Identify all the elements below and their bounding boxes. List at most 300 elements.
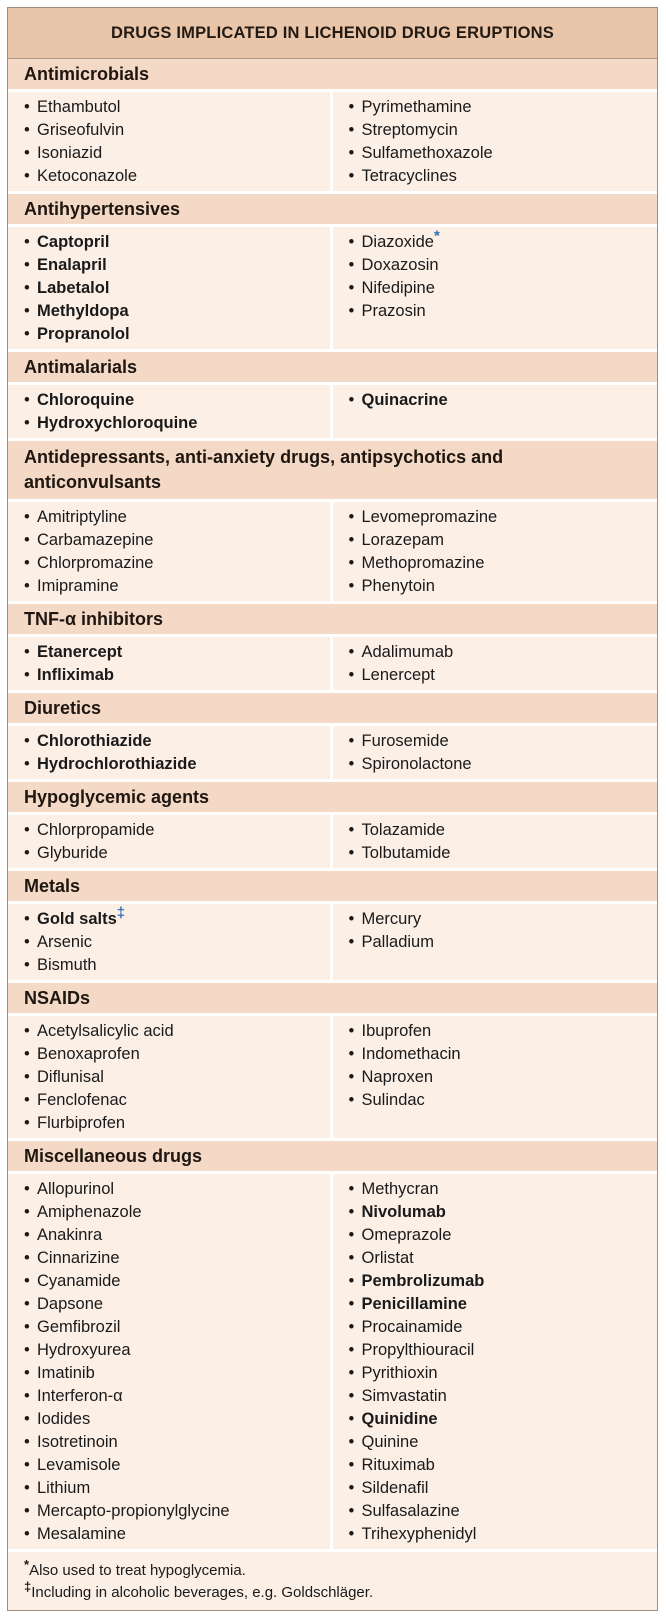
drug-item bbox=[24, 1247, 330, 1270]
drug-name: Sulindac bbox=[361, 1091, 425, 1109]
drug-item bbox=[24, 119, 330, 142]
left-column bbox=[8, 502, 333, 601]
drug-item bbox=[349, 819, 658, 842]
drug-item bbox=[24, 529, 330, 552]
drug-name: Levamisole bbox=[37, 1456, 121, 1474]
drug-item bbox=[349, 1270, 658, 1293]
drug-name: Nifedipine bbox=[361, 279, 435, 297]
table-title: DRUGS IMPLICATED IN LICHENOID DRUG ERUPTIONS bbox=[8, 8, 657, 59]
right-column bbox=[333, 502, 658, 601]
drug-item bbox=[349, 730, 658, 753]
bullet-icon: • bbox=[24, 577, 30, 595]
category-heading: NSAIDs bbox=[8, 980, 657, 1016]
bullet-icon: • bbox=[24, 98, 30, 116]
drug-name: Pyrimethamine bbox=[361, 98, 472, 116]
drug-name: Tolbutamide bbox=[361, 844, 451, 862]
drug-name: Glyburide bbox=[37, 844, 108, 862]
drug-item bbox=[349, 1339, 658, 1362]
drug-item bbox=[349, 1362, 658, 1385]
drug-name: Methycran bbox=[361, 1180, 439, 1198]
drug-name: Rituximab bbox=[361, 1456, 435, 1474]
drug-name: Chlorpromazine bbox=[37, 554, 154, 572]
bullet-icon: • bbox=[348, 1410, 355, 1428]
drug-item bbox=[24, 1066, 330, 1089]
drug-name: Sulfamethoxazole bbox=[361, 144, 493, 162]
drug-name: Acetylsalicylic acid bbox=[37, 1022, 174, 1040]
drug-item bbox=[24, 730, 330, 753]
drug-item bbox=[24, 277, 330, 300]
drug-name: Cyanamide bbox=[37, 1272, 121, 1290]
drug-name: Anakinra bbox=[37, 1226, 103, 1244]
drug-name: Spironolactone bbox=[361, 755, 472, 773]
drug-name: Lorazepam bbox=[361, 531, 445, 549]
drug-item bbox=[24, 1408, 330, 1431]
drug-item bbox=[349, 1523, 658, 1546]
drug-name: Prazosin bbox=[361, 302, 426, 320]
drug-name: Lithium bbox=[37, 1479, 91, 1497]
bullet-icon: • bbox=[24, 1068, 30, 1086]
bullet-icon: • bbox=[24, 933, 30, 951]
left-column bbox=[8, 904, 333, 980]
drug-name: Doxazosin bbox=[361, 256, 439, 274]
bullet-icon: • bbox=[348, 1226, 355, 1244]
right-column bbox=[333, 815, 658, 868]
drug-item bbox=[349, 1454, 658, 1477]
drug-name: Cinnarizine bbox=[37, 1249, 120, 1267]
right-column bbox=[333, 385, 658, 438]
right-column bbox=[333, 637, 658, 690]
category-body bbox=[8, 92, 657, 191]
bullet-icon: • bbox=[24, 508, 30, 526]
drug-item bbox=[349, 753, 658, 776]
drug-item bbox=[24, 931, 330, 954]
category-heading: Diuretics bbox=[8, 690, 657, 726]
category-body bbox=[8, 385, 657, 438]
left-column bbox=[8, 385, 333, 438]
category-heading: Antimicrobials bbox=[8, 59, 657, 92]
drug-name: Labetalol bbox=[37, 279, 110, 297]
drug-name: Chloroquine bbox=[37, 391, 135, 409]
bullet-icon: • bbox=[348, 910, 355, 928]
drug-name: Mesalamine bbox=[37, 1525, 126, 1543]
drug-item bbox=[24, 165, 330, 188]
bullet-icon: • bbox=[24, 1502, 30, 1520]
drug-name: Propranolol bbox=[37, 325, 130, 343]
drug-item bbox=[348, 227, 658, 254]
drug-item bbox=[24, 506, 330, 529]
drug-item bbox=[24, 575, 330, 598]
drug-item bbox=[24, 412, 330, 435]
drug-name: Isoniazid bbox=[37, 144, 103, 162]
drug-name: Simvastatin bbox=[361, 1387, 447, 1405]
bullet-icon: • bbox=[348, 1502, 355, 1520]
bullet-icon: • bbox=[348, 1068, 355, 1086]
drug-item bbox=[24, 904, 330, 931]
bullet-icon: • bbox=[348, 1272, 355, 1290]
category-heading: Antihypertensives bbox=[8, 191, 657, 227]
bullet-icon: • bbox=[348, 233, 355, 251]
drug-item bbox=[349, 1066, 658, 1089]
drug-name: Amiphenazole bbox=[37, 1203, 142, 1221]
drug-item bbox=[349, 1431, 658, 1454]
category-heading: Miscellaneous drugs bbox=[8, 1138, 657, 1174]
bullet-icon: • bbox=[24, 1341, 30, 1359]
drug-item bbox=[24, 1043, 330, 1066]
bullet-icon: • bbox=[348, 1249, 355, 1267]
bullet-icon: • bbox=[348, 554, 355, 572]
drug-name: Mercury bbox=[361, 910, 422, 928]
drug-name: Nivolumab bbox=[361, 1203, 446, 1221]
bullet-icon: • bbox=[348, 1364, 355, 1382]
bullet-icon: • bbox=[24, 1180, 30, 1198]
drug-item bbox=[24, 1224, 330, 1247]
drug-item bbox=[349, 1089, 658, 1112]
drug-item bbox=[24, 753, 330, 776]
drug-name: Griseofulvin bbox=[37, 121, 125, 139]
drug-item bbox=[349, 254, 658, 277]
left-column bbox=[8, 1016, 333, 1138]
drug-name: Quinine bbox=[361, 1433, 419, 1451]
drug-name: Ibuprofen bbox=[361, 1022, 432, 1040]
bullet-icon: • bbox=[24, 531, 30, 549]
drug-name: Allopurinol bbox=[37, 1180, 115, 1198]
drug-item bbox=[24, 1293, 330, 1316]
bullet-icon: • bbox=[24, 391, 30, 409]
bullet-icon: • bbox=[24, 956, 30, 974]
drug-name: Fenclofenac bbox=[37, 1091, 127, 1109]
drug-item bbox=[24, 142, 330, 165]
bullet-icon: • bbox=[348, 391, 355, 409]
drug-item bbox=[349, 908, 658, 931]
bullet-icon: • bbox=[24, 1114, 30, 1132]
bullet-icon: • bbox=[348, 1180, 355, 1198]
drug-item bbox=[349, 552, 658, 575]
drug-item bbox=[24, 1270, 330, 1293]
drug-item bbox=[349, 842, 658, 865]
drug-item bbox=[349, 664, 658, 687]
drug-item bbox=[349, 389, 658, 412]
bullet-icon: • bbox=[24, 233, 30, 251]
drug-name: Furosemide bbox=[361, 732, 449, 750]
drug-name: Levomepromazine bbox=[361, 508, 498, 526]
drug-item bbox=[24, 1454, 330, 1477]
drug-item bbox=[24, 1020, 330, 1043]
drug-item bbox=[24, 300, 330, 323]
drug-name: Tolazamide bbox=[361, 821, 445, 839]
drug-item bbox=[349, 1247, 658, 1270]
right-column bbox=[333, 227, 658, 349]
category-body bbox=[8, 726, 657, 779]
drug-item bbox=[24, 552, 330, 575]
drug-name: Penicillamine bbox=[361, 1295, 467, 1313]
footnote-line bbox=[24, 1579, 641, 1604]
bullet-icon: • bbox=[24, 256, 30, 274]
drug-item bbox=[24, 231, 330, 254]
drug-item bbox=[24, 1339, 330, 1362]
drug-item bbox=[349, 300, 658, 323]
drug-name: Indomethacin bbox=[361, 1045, 461, 1063]
drug-name: Hydroxychloroquine bbox=[37, 414, 198, 432]
drug-item bbox=[24, 954, 330, 977]
bullet-icon: • bbox=[348, 577, 355, 595]
drug-item bbox=[24, 1477, 330, 1500]
drug-name: Chlorothiazide bbox=[37, 732, 152, 750]
bullet-icon: • bbox=[24, 1091, 30, 1109]
bullet-icon: • bbox=[24, 755, 30, 773]
drug-name: Sulfasalazine bbox=[361, 1502, 460, 1520]
bullet-icon: • bbox=[24, 414, 30, 432]
bullet-icon: • bbox=[24, 1479, 30, 1497]
drug-name: Quinacrine bbox=[361, 391, 448, 409]
bullet-icon: • bbox=[348, 732, 355, 750]
drug-item bbox=[349, 931, 658, 954]
drug-name: Hydrochlorothiazide bbox=[37, 755, 197, 773]
drug-name: Diflunisal bbox=[37, 1068, 104, 1086]
footnotes bbox=[8, 1549, 657, 1610]
bullet-icon: • bbox=[348, 1022, 355, 1040]
category-body bbox=[8, 502, 657, 601]
drug-name: Captopril bbox=[37, 233, 110, 251]
category-heading: Hypoglycemic agents bbox=[8, 779, 657, 815]
drug-item bbox=[24, 1362, 330, 1385]
drug-item bbox=[349, 1293, 658, 1316]
drug-name: Dapsone bbox=[37, 1295, 104, 1313]
drug-item bbox=[24, 842, 330, 865]
drug-item bbox=[349, 1500, 658, 1523]
bullet-icon: • bbox=[24, 121, 30, 139]
drug-item bbox=[349, 96, 658, 119]
footnote-mark: * bbox=[433, 227, 440, 245]
bullet-icon: • bbox=[348, 821, 355, 839]
drug-name: Palladium bbox=[361, 933, 434, 951]
drug-table bbox=[7, 7, 658, 1611]
bullet-icon: • bbox=[24, 1318, 30, 1336]
drug-name: Procainamide bbox=[361, 1318, 463, 1336]
drug-name: Pembrolizumab bbox=[361, 1272, 485, 1290]
drug-item bbox=[349, 1201, 658, 1224]
category-heading: Antimalarials bbox=[8, 349, 657, 385]
drug-name: Gemfibrozil bbox=[37, 1318, 121, 1336]
drug-name: Sildenafil bbox=[361, 1479, 429, 1497]
drug-item bbox=[24, 254, 330, 277]
drug-name: Hydroxyurea bbox=[37, 1341, 131, 1359]
drug-item bbox=[349, 529, 658, 552]
bullet-icon: • bbox=[348, 1341, 355, 1359]
drug-name: Infliximab bbox=[37, 666, 115, 684]
bullet-icon: • bbox=[24, 910, 30, 928]
bullet-icon: • bbox=[24, 1295, 30, 1313]
bullet-icon: • bbox=[24, 302, 30, 320]
drug-name: Phenytoin bbox=[361, 577, 435, 595]
bullet-icon: • bbox=[348, 1091, 355, 1109]
bullet-icon: • bbox=[24, 1387, 30, 1405]
drug-name: Quinidine bbox=[361, 1410, 438, 1428]
drug-item bbox=[24, 1431, 330, 1454]
drug-item bbox=[349, 1408, 658, 1431]
sections-container bbox=[8, 59, 657, 1549]
bullet-icon: • bbox=[348, 531, 355, 549]
category-body bbox=[8, 1174, 657, 1549]
right-column bbox=[333, 92, 658, 191]
drug-item bbox=[24, 1385, 330, 1408]
bullet-icon: • bbox=[348, 1479, 355, 1497]
bullet-icon: • bbox=[348, 302, 355, 320]
bullet-icon: • bbox=[348, 167, 355, 185]
drug-name: Omeprazole bbox=[361, 1226, 452, 1244]
drug-name: Tetracyclines bbox=[361, 167, 457, 185]
drug-item bbox=[349, 277, 658, 300]
footnote-text: Including in alcoholic beverages, e.g. Goldschläger. bbox=[31, 1584, 374, 1601]
drug-name: Mercapto-propionylglycine bbox=[37, 1502, 230, 1520]
bullet-icon: • bbox=[348, 98, 355, 116]
bullet-icon: • bbox=[348, 755, 355, 773]
drug-name: Benoxaprofen bbox=[37, 1045, 140, 1063]
right-column bbox=[333, 1016, 658, 1138]
bullet-icon: • bbox=[348, 1525, 355, 1543]
drug-name: Propylthiouracil bbox=[361, 1341, 475, 1359]
left-column bbox=[8, 815, 333, 868]
drug-name: Bismuth bbox=[37, 956, 97, 974]
drug-name: Iodides bbox=[37, 1410, 91, 1428]
bullet-icon: • bbox=[24, 1410, 30, 1428]
bullet-icon: • bbox=[24, 732, 30, 750]
drug-item bbox=[24, 1316, 330, 1339]
bullet-icon: • bbox=[24, 1525, 30, 1543]
bullet-icon: • bbox=[24, 144, 30, 162]
drug-item bbox=[349, 1316, 658, 1339]
bullet-icon: • bbox=[348, 256, 355, 274]
drug-item bbox=[24, 1201, 330, 1224]
category-body bbox=[8, 904, 657, 980]
drug-name: Enalapril bbox=[37, 256, 107, 274]
right-column bbox=[333, 726, 658, 779]
drug-name: Imipramine bbox=[37, 577, 119, 595]
bullet-icon: • bbox=[24, 1433, 30, 1451]
drug-name: Carbamazepine bbox=[37, 531, 154, 549]
bullet-icon: • bbox=[24, 167, 30, 185]
bullet-icon: • bbox=[24, 325, 30, 343]
left-column bbox=[8, 637, 333, 690]
category-heading: TNF-α inhibitors bbox=[8, 601, 657, 637]
right-column bbox=[333, 1174, 658, 1549]
bullet-icon: • bbox=[348, 508, 355, 526]
footnote-mark: ‡ bbox=[116, 904, 126, 922]
bullet-icon: • bbox=[24, 1203, 30, 1221]
bullet-icon: • bbox=[348, 1387, 355, 1405]
drug-item bbox=[24, 1178, 330, 1201]
drug-name: Methopromazine bbox=[361, 554, 485, 572]
drug-name: Streptomycin bbox=[361, 121, 458, 139]
drug-item bbox=[349, 1385, 658, 1408]
bullet-icon: • bbox=[24, 1226, 30, 1244]
bullet-icon: • bbox=[348, 1456, 355, 1474]
bullet-icon: • bbox=[24, 279, 30, 297]
drug-name: Pyrithioxin bbox=[361, 1364, 438, 1382]
category-body bbox=[8, 227, 657, 349]
category-heading: Antidepressants, anti-anxiety drugs, antipsychotics and anticonvulsants bbox=[8, 438, 657, 502]
drug-name: Arsenic bbox=[37, 933, 93, 951]
drug-item bbox=[349, 1020, 658, 1043]
category-body bbox=[8, 815, 657, 868]
drug-name: Etanercept bbox=[37, 643, 123, 661]
drug-item bbox=[349, 142, 658, 165]
drug-item bbox=[24, 819, 330, 842]
footnote-line bbox=[24, 1557, 641, 1582]
drug-item bbox=[24, 1089, 330, 1112]
footnote-text: Also used to treat hypoglycemia. bbox=[29, 1562, 246, 1579]
category-heading: Metals bbox=[8, 868, 657, 904]
bullet-icon: • bbox=[348, 1295, 355, 1313]
drug-name: Naproxen bbox=[361, 1068, 434, 1086]
drug-item bbox=[24, 664, 330, 687]
drug-name: Isotretinoin bbox=[37, 1433, 118, 1451]
drug-name: Methyldopa bbox=[37, 302, 129, 320]
bullet-icon: • bbox=[348, 1045, 355, 1063]
drug-item bbox=[24, 323, 330, 346]
drug-name: Interferon-α bbox=[37, 1387, 123, 1405]
bullet-icon: • bbox=[24, 1022, 30, 1040]
drug-name: Amitriptyline bbox=[37, 508, 127, 526]
category-body bbox=[8, 1016, 657, 1138]
left-column bbox=[8, 726, 333, 779]
drug-item bbox=[24, 1112, 330, 1135]
bullet-icon: • bbox=[348, 1318, 355, 1336]
bullet-icon: • bbox=[348, 933, 355, 951]
footnote-symbol: ‡ bbox=[24, 1579, 32, 1594]
drug-item bbox=[349, 575, 658, 598]
bullet-icon: • bbox=[24, 1045, 30, 1063]
left-column bbox=[8, 1174, 333, 1549]
drug-item bbox=[349, 165, 658, 188]
drug-item bbox=[349, 641, 658, 664]
drug-item bbox=[24, 96, 330, 119]
bullet-icon: • bbox=[348, 1203, 355, 1221]
drug-name: Chlorpropamide bbox=[37, 821, 155, 839]
bullet-icon: • bbox=[24, 1272, 30, 1290]
bullet-icon: • bbox=[24, 1364, 30, 1382]
drug-name: Lenercept bbox=[361, 666, 435, 684]
drug-item bbox=[24, 389, 330, 412]
drug-item bbox=[349, 506, 658, 529]
drug-name: Orlistat bbox=[361, 1249, 414, 1267]
drug-name: Adalimumab bbox=[361, 643, 454, 661]
drug-item bbox=[24, 1500, 330, 1523]
drug-name: Trihexyphenidyl bbox=[361, 1525, 477, 1543]
bullet-icon: • bbox=[348, 1433, 355, 1451]
bullet-icon: • bbox=[348, 121, 355, 139]
bullet-icon: • bbox=[24, 554, 30, 572]
drug-item bbox=[349, 1043, 658, 1066]
left-column bbox=[8, 227, 333, 349]
drug-name: Ethambutol bbox=[37, 98, 121, 116]
bullet-icon: • bbox=[348, 144, 355, 162]
bullet-icon: • bbox=[24, 844, 30, 862]
drug-item bbox=[349, 1178, 658, 1201]
bullet-icon: • bbox=[24, 666, 30, 684]
bullet-icon: • bbox=[348, 666, 355, 684]
left-column bbox=[8, 92, 333, 191]
bullet-icon: • bbox=[348, 643, 355, 661]
drug-item bbox=[24, 1523, 330, 1546]
drug-name: Diazoxide bbox=[361, 233, 434, 251]
bullet-icon: • bbox=[24, 1249, 30, 1267]
drug-name: Ketoconazole bbox=[37, 167, 137, 185]
right-column bbox=[333, 904, 658, 980]
bullet-icon: • bbox=[348, 279, 355, 297]
bullet-icon: • bbox=[24, 643, 30, 661]
drug-name: Imatinib bbox=[37, 1364, 95, 1382]
category-body bbox=[8, 637, 657, 690]
